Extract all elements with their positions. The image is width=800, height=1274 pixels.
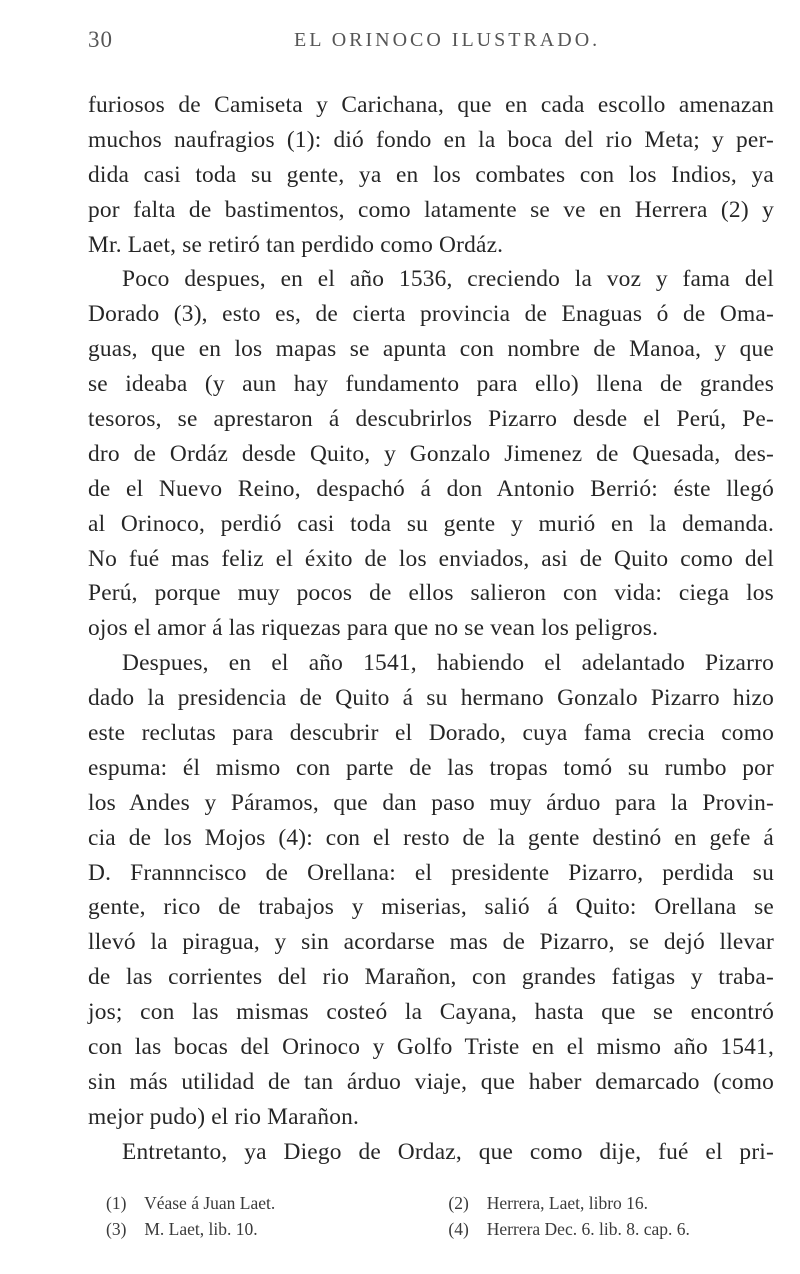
text-line: D. Frannncisco de Orellana: el presidente Pizarro, perdida su <box>88 859 774 886</box>
text-line: gente, rico de trabajos y miserias, salió á Quito: Orellana se <box>88 894 774 921</box>
text-line: cia de los Mojos (4): con el resto de la gente destinó en gefe á <box>88 824 774 851</box>
text-line: Perú, porque muy pocos de ellos salieron con vida: ciega los <box>88 580 774 607</box>
footnote-3 <box>106 1216 444 1242</box>
text-line: No fué mas feliz el éxito de los enviados, asi de Quito como del <box>88 545 774 572</box>
text-line: Poco despues, en el año 1536, creciendo la voz y fama del <box>122 266 774 293</box>
footnote-2 <box>448 1190 786 1216</box>
text-line: dro de Ordáz desde Quito, y Gonzalo Jimenez de Quesada, des- <box>88 440 774 467</box>
text-line: los Andes y Páramos, que dan paso muy árduo para la Provin- <box>88 789 774 816</box>
footnote-text: Herrera Dec. 6. lib. 8. cap. 6. <box>486 1219 690 1239</box>
text-line: de el Nuevo Reino, despachó á don Antonio Berrió: éste llegó <box>88 475 774 502</box>
footnote-4 <box>448 1216 786 1242</box>
running-title: EL ORINOCO ILUSTRADO. <box>294 29 601 51</box>
text-line: ojos el amor á las riquezas para que no se vean los peligros. <box>88 615 659 642</box>
text-line: al Orinoco, perdió casi toda su gente y murió en la demanda. <box>88 510 774 537</box>
text-line: guas, que en los mapas se apunta con nombre de Manoa, y que <box>88 336 774 363</box>
text-line: Mr. Laet, se retiró tan perdido como Ordáz. <box>88 231 504 258</box>
page-number: 30 <box>88 27 113 52</box>
footnotes <box>106 1190 766 1242</box>
body-text <box>88 88 774 1170</box>
footnote-row <box>106 1216 766 1242</box>
text-line: espuma: él mismo con parte de las tropas tomó su rumbo por <box>88 754 774 781</box>
text-line: Entretanto, ya Diego de Ordaz, que como dije, fué el pri- <box>122 1138 774 1165</box>
text-line: Dorado (3), esto es, de cierta provincia de Enaguas ó de Oma- <box>88 301 774 328</box>
text-line: Despues, en el año 1541, habiendo el adelantado Pizarro <box>122 650 774 677</box>
running-head <box>88 22 768 58</box>
text-line: con las bocas del Orinoco y Golfo Triste en el mismo año 1541, <box>88 1034 774 1061</box>
text-line: se ideaba (y aun hay fundamento para ello) llena de grandes <box>88 371 774 398</box>
footnote-text: Véase á Juan Laet. <box>144 1193 276 1213</box>
text-line: sin más utilidad de tan árduo viaje, que haber demarcado (como <box>88 1068 774 1095</box>
text-line: mejor pudo) el rio Marañon. <box>88 1103 360 1130</box>
text-line: de las corrientes del rio Marañon, con grandes fatigas y traba- <box>88 964 774 991</box>
footnote-number: (2) <box>448 1193 469 1213</box>
footnote-text: Herrera, Laet, libro 16. <box>486 1193 649 1213</box>
footnote-number: (3) <box>106 1219 127 1239</box>
text-line: muchos naufragios (1): dió fondo en la boca del rio Meta; y per- <box>88 126 774 153</box>
text-line: por falta de bastimentos, como latamente se ve en Herrera (2) y <box>88 196 774 223</box>
footnote-text: M. Laet, lib. 10. <box>144 1219 258 1239</box>
footnote-number: (4) <box>448 1219 469 1239</box>
text-line: dida casi toda su gente, ya en los combates con los Indios, ya <box>88 161 774 188</box>
footnote-number: (1) <box>106 1193 127 1213</box>
text-line: tesoros, se aprestaron á descubrirlos Pizarro desde el Perú, Pe- <box>88 406 774 433</box>
text-line: este reclutas para descubrir el Dorado, cuya fama crecia como <box>88 720 774 747</box>
text-line: llevó la piragua, y sin acordarse mas de Pizarro, se dejó llevar <box>88 929 774 956</box>
footnote-row <box>106 1190 766 1216</box>
footnote-1 <box>106 1190 444 1216</box>
text-line: jos; con las mismas costeó la Cayana, hasta que se encontró <box>88 999 774 1026</box>
text-line: furiosos de Camiseta y Carichana, que en cada escollo amenazan <box>88 92 774 118</box>
text-line: dado la presidencia de Quito á su hermano Gonzalo Pizarro hizo <box>88 685 774 712</box>
